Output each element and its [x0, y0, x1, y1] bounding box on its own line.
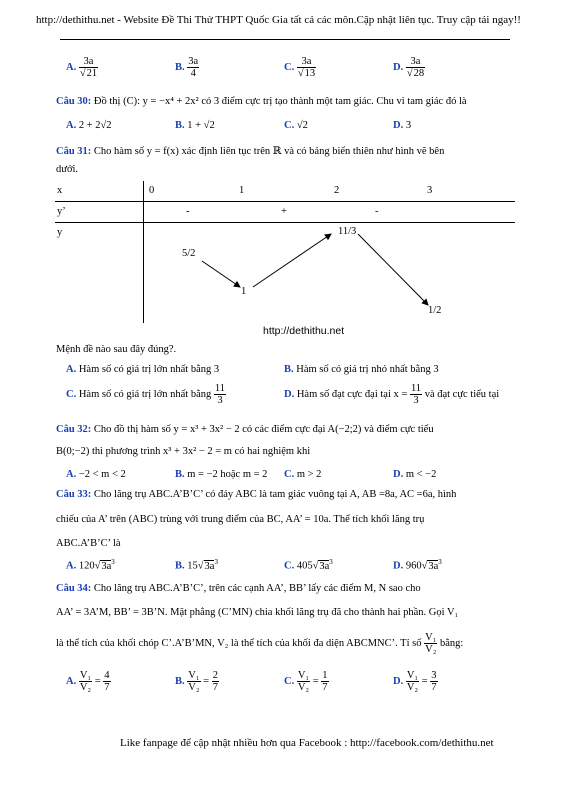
q33-text-line2: chiếu của A’ trên (ABC) trùng với trung điểm của BC, AA’ = 10a. Thể tích khối lăng trụ — [56, 514, 425, 525]
arrow-down-2 — [358, 234, 428, 305]
table-y-value: 1/2 — [428, 305, 442, 316]
q33-option-c: C. $405√3a^3$ — [284, 558, 333, 572]
q33-text-line3: ABC.A’B’C’ là — [56, 538, 121, 549]
q31-option-b: B. Hàm số có giá trị nhỏ nhất bằng 3 — [284, 364, 439, 375]
q32-option-c: C. m > 2 — [284, 469, 322, 480]
q31-option-a: A. Hàm số có giá trị lớn nhất bằng 3 — [66, 364, 220, 375]
table-x-value: 0 — [149, 185, 155, 196]
q32-text-line2: B(0;−2) thì phương trình x³ + 3x² − 2 = m có hai nghiệm khi — [56, 446, 311, 457]
q31-question: Mệnh đề nào sau đây đúng?. — [56, 344, 177, 355]
table-y-value: 11/3 — [338, 226, 357, 237]
table-sign: - — [375, 206, 379, 217]
table-y-value: 5/2 — [182, 248, 196, 259]
table-row-yprime-label: y’ — [57, 206, 66, 217]
table-x-value: 1 — [239, 185, 245, 196]
q29-option-b: B. $\frac{3a}{4}$ — [175, 56, 199, 80]
arrow-down-1 — [202, 261, 240, 287]
arrow-up — [253, 234, 331, 287]
q31-option-c: C. Hàm số có giá trị lớn nhất bằng $\frac{11}{3}$ — [66, 383, 225, 407]
table-x-value: 3 — [427, 185, 433, 196]
table-sign: + — [281, 206, 287, 217]
q34-option-d: D. $\frac{\text{V₁}}{\text{V₂}}$ = $\frac{3}{7}$ — [393, 670, 437, 694]
page-footer: Like fanpage để cập nhật nhiều hơn qua Facebook : http://facebook.com/dethithu.net — [120, 737, 494, 749]
q32-option-d: D. m < −2 — [393, 469, 437, 480]
q30-option-b: B. 1 + √2 — [175, 120, 215, 131]
q34-text-line2: AA’ = 3A’M, BB’ = 3B’N. Mặt phẳng (C’MN) chia khối lăng trụ đã cho thành hai phần. Gọi V₁ — [56, 607, 459, 618]
q31-option-d: D. Hàm số đạt cực đại tại x = $\frac{11}{3}$ và đạt cực tiểu tại — [284, 383, 500, 407]
q29-option-a: A. $\frac{3a}{√21}$ — [66, 56, 98, 80]
q32-text-line1: Câu 32: Cho đồ thị hàm số y = x³ + 3x² − 2 có các điểm cực đại A(−2;2) và điểm cực tiểu — [56, 424, 434, 435]
q29-option-d: D. $\frac{3a}{√28}$ — [393, 56, 425, 80]
table-y-value: 1 — [241, 286, 247, 297]
q34-option-b: B. $\frac{\text{V₁}}{\text{V₂}}$ = $\frac{2}{7}$ — [175, 670, 218, 694]
q34-option-c: C. $\frac{\text{V₁}}{\text{V₂}}$ = $\frac{1}{7}$ — [284, 670, 328, 694]
q32-option-a: A. −2 < m < 2 — [66, 469, 126, 480]
table-x-value: 2 — [334, 185, 340, 196]
q31-text-line2: dưới. — [56, 164, 79, 175]
table-row-y-label: y — [57, 227, 63, 238]
q30-text: Câu 30: Đồ thị (C): y = −x⁴ + 2x² có 3 điểm cực trị tạo thành một tam giác. Chu vi tam giác đó là — [56, 96, 467, 107]
q33-option-a: A. $120√3a^3$ — [66, 558, 115, 572]
q31-text-line1: Câu 31: Cho hàm số y = f(x) xác định liên tục trên ℝ và có bảng biến thiên như hình vẽ bên — [56, 146, 445, 157]
header-divider — [60, 39, 510, 40]
q30-option-c: C. √2 — [284, 120, 308, 131]
q30-option-a: A. 2 + 2√2 — [66, 120, 112, 131]
variation-table — [55, 181, 515, 323]
q34-option-a: A. $\frac{\text{V₁}}{\text{V₂}}$ = $\frac{4}{7}$ — [66, 670, 110, 694]
q33-text-line1: Câu 33: Cho lăng trụ ABC.A’B’C’ có đáy ABC là tam giác vuông tại A, AB =8a, AC =6a, hình — [56, 489, 457, 500]
page-header: http://dethithu.net - Website Đề Thi Thử THPT Quốc Gia tất cả các môn.Cập nhật liên tục. Truy cập tải ngay!! — [36, 14, 521, 26]
variation-arrows — [55, 181, 515, 323]
q34-text-line3: là thể tích của khối chóp C’.A’B’MN, V₂ là thể tích của khối đa diện ABCMNC’. Tỉ số $\frac{\text{V₁}}{\text{V₂}}$ bằng: — [56, 632, 464, 656]
table-row-x-label: x — [57, 185, 63, 196]
q30-option-d: D. 3 — [393, 120, 412, 131]
q33-option-b: B. $15√3a^3$ — [175, 558, 218, 572]
q34-text-line1: Câu 34: Cho lăng trụ ABC.A’B’C’, trên các cạnh AA’, BB’ lấy các điểm M, N sao cho — [56, 583, 421, 594]
q29-option-c: C. $\frac{3a}{√13}$ — [284, 56, 316, 80]
q33-option-d: D. $960√3a^3$ — [393, 558, 442, 572]
table-watermark: http://dethithu.net — [263, 325, 345, 337]
q32-option-b: B. m = −2 hoặc m = 2 — [175, 469, 268, 480]
table-sign: - — [186, 206, 190, 217]
